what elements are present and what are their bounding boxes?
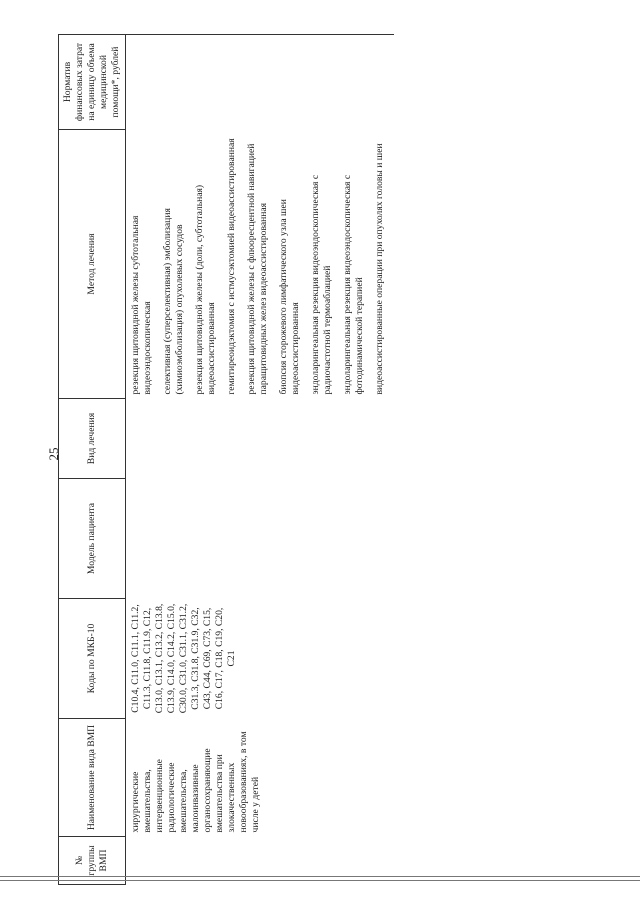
rotated-table-sheet: [58, 15, 578, 885]
method-item: эндоларингеальная резекция видеоэндоскопическая с фотодинамической терапией: [341, 174, 365, 395]
vmp-table: [58, 34, 394, 885]
cell-group-no: [126, 837, 394, 885]
method-item: биопсия сторожевого лимфатического узла шеи видеоассистированная: [277, 199, 301, 395]
method-item: резекция щитовидной железы (доли, субтотальная) видеоассистированная: [193, 184, 217, 395]
cell-icd-codes: C10.4, C11.0, C11.1, C11.2, C11.3, C11.8, C11.9, C12, C13.0, C13.1, C13.2, C13.8, C13.9, C14.0, C14.2, C15.0, C30.0, C31.0, C31.1, C31.2, C31.3, C31.8, C31.9, C32, C43, C44, C69, C73, C15, C16, C17, C18, C19, C20, C21: [130, 603, 237, 714]
method-item: селективная (суперселективная) эмболизация (химиоэмболизация) опухолевых сосудов: [161, 208, 185, 395]
method-item: эндоларингеальная резекция видеоэндоскопическая с радиочастотной термоаблацией: [309, 174, 333, 395]
cell-cost-norm: [126, 35, 394, 130]
method-item: резекция щитовидной железы с флюоресцентной навигацией паращитовидных желез видеоассистированная: [245, 143, 269, 395]
method-item: видеоассистированные операции при опухолях головы и шеи: [373, 143, 385, 395]
cell-treatment-type: [126, 399, 394, 479]
table-header-row: [59, 35, 126, 885]
cell-patient-model: [126, 479, 394, 599]
page-number: 25: [46, 447, 61, 461]
header-group-no: № группы ВМП: [59, 837, 126, 885]
header-cost-norm: Норматив финансовых затрат на единицу объема медицинской помощи*, рублей: [59, 35, 126, 130]
cell-treatment-methods: [126, 130, 394, 399]
header-vmp-name: Наименование вида ВМП: [59, 719, 126, 837]
header-patient-model: Модель пациента: [59, 479, 126, 599]
header-treatment-type: Вид лечения: [59, 399, 126, 479]
method-item: гемитиреоидэктомия с истмусэктомией видеоассистированная: [225, 138, 237, 395]
bottom-divider: [0, 876, 640, 877]
method-item: резекция щитовидной железы субтотальная видеоэндоскопическая: [130, 215, 153, 395]
table-row: [126, 35, 394, 885]
header-treatment-method: Метод лечения: [59, 130, 126, 399]
bottom-divider-2: [0, 880, 640, 881]
header-icd-codes: Коды по МКБ-10: [59, 599, 126, 719]
cell-vmp-name: хирургические вмешательства, интервенционные радиологические вмешательства, малоинвазивные органосохраняющие вмешательства при злокачественных новообразованиях, в том числе у детей: [130, 731, 261, 833]
